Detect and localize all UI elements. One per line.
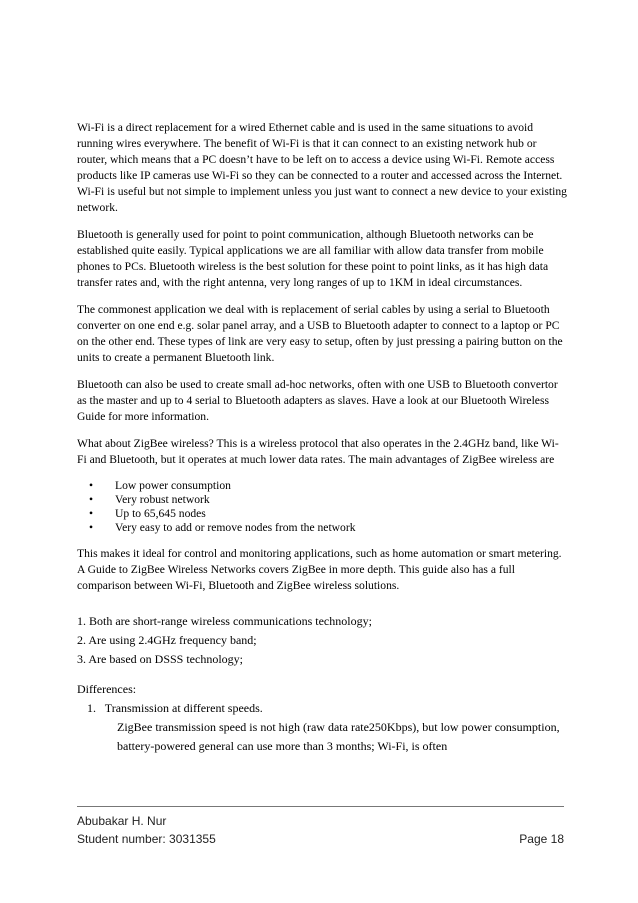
document-body [77, 120, 567, 756]
paragraph-wifi: Wi-Fi is a direct replacement for a wired Ethernet cable and is used in the same situations to avoid running wires everywhere. The benefit of Wi-Fi is that it can connect to an existing network hub or router, which means that a PC doesn’t have to be left on to access a device using Wi-Fi. Remote access products like IP cameras use Wi-Fi so they can be connected to a router and accessed across the Internet. Wi-Fi is useful but not simple to implement unless you just want to connect a new device to your existing network. [77, 121, 567, 214]
footer-divider [77, 806, 564, 807]
paragraph-adhoc: Bluetooth can also be used to create small ad-hoc networks, often with one USB to Bluetooth convertor as the master and up to 4 serial to Bluetooth adapters as slaves. Have a look at our Bluetooth Wireless Guide for more information. [77, 378, 558, 423]
footer-row [77, 830, 564, 848]
list-item: • Low power consumption [115, 479, 567, 493]
zigbee-advantages-list [77, 479, 567, 535]
paragraph-zigbee: What about ZigBee wireless? This is a wireless protocol that also operates in the 2.4GHz band, like Wi-Fi and Bluetooth, but it operates at much lower data rates. The main advantages of ZigBee wireless are [77, 437, 559, 466]
footer-author: Abubakar H. Nur [77, 814, 167, 828]
paragraph-serial: The commonest application we deal with is replacement of serial cables by using a serial to Bluetooth converter on one end e.g. solar panel array, and a USB to Bluetooth adapter to connect to a laptop or PC on the other end. These types of link are very easy to setup, often by just pressing a pairing button on the units to create a permanent Bluetooth link. [77, 303, 563, 364]
page-footer [77, 812, 564, 848]
difference-item: 1. Transmission at different speeds. [87, 701, 263, 715]
list-item: 3. Are based on DSSS technology; [77, 652, 243, 666]
differences-section [77, 680, 567, 756]
paragraph-bluetooth: Bluetooth is generally used for point to point communication, although Bluetooth networks can be established quite easily. Typical applications we are all familiar with allow data transfer from mobile phones to PCs. Bluetooth wireless is the best solution for these point to point links, as it has high data transfer rates and, with the right antenna, very long ranges of up to 1KM in ideal circumstances. [77, 228, 549, 289]
list-item: • Up to 65,645 nodes [115, 507, 567, 521]
similarities-list [77, 612, 567, 669]
list-item: 1. Both are short-range wireless communications technology; [77, 614, 372, 628]
difference-detail: ZigBee transmission speed is not high (raw data rate250Kbps), but low power consumption, battery-powered general can use more than 3 months; Wi-Fi, is often [117, 720, 560, 753]
footer-student-number: Student number: 3031355 [77, 832, 216, 846]
list-item: • Very easy to add or remove nodes from the network [115, 521, 567, 535]
page-number: Page 18 [519, 832, 564, 846]
differences-heading: Differences: [77, 682, 137, 696]
list-item: 2. Are using 2.4GHz frequency band; [77, 633, 257, 647]
list-item: • Very robust network [115, 493, 567, 507]
paragraph-applications: This makes it ideal for control and monitoring applications, such as home automation or smart metering. A Guide to ZigBee Wireless Networks covers ZigBee in more depth. This guide also has a full comparison between Wi-Fi, Bluetooth and ZigBee wireless solutions. [77, 547, 562, 592]
